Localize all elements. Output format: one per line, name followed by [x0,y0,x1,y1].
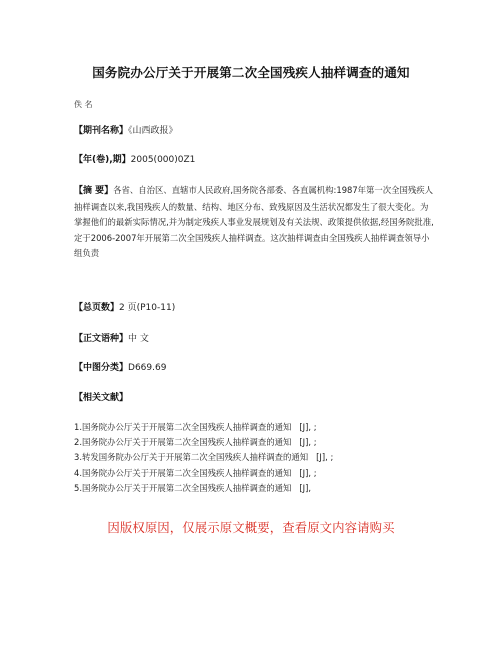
related-item-title[interactable]: 1.国务院办公厅关于开展第二次全国残疾人抽样调查的通知 [74,422,292,432]
language-value: 中 文 [128,334,149,344]
document-title: 国务院办公厅关于开展第二次全国残疾人抽样调查的通知 [92,65,410,80]
year-issue-label: 【年(卷),期】 [74,155,131,165]
related-list [74,420,333,496]
related-item[interactable] [74,481,333,496]
related-item[interactable] [74,466,333,481]
classification-row [74,362,166,374]
pages-label: 【总页数】 [74,303,120,313]
related-item-meta: [J], ; [299,422,317,432]
classification-label: 【中图分类】 [74,363,129,373]
related-item-title[interactable]: 5.国务院办公厅关于开展第二次全国残疾人抽样调查的通知 [74,482,292,493]
related-item-title[interactable]: 4.国务院办公厅关于开展第二次全国残疾人抽样调查的通知 [74,467,292,478]
related-item[interactable] [74,435,333,450]
related-item-meta: [J], ; [299,467,317,478]
year-issue-row [74,154,195,166]
journal-row [74,125,178,137]
related-item-meta: [J], ; [299,437,317,448]
related-item[interactable] [74,450,333,465]
related-item-meta: [J], [299,482,312,493]
classification-value: D669.69 [128,363,167,373]
abstract [74,183,434,262]
related-heading [74,392,128,404]
year-issue-value: 2005(000)0Z1 [130,155,196,165]
abstract-label: 【摘 要】 [74,186,114,196]
journal-value: 《山西政报》 [128,126,178,136]
related-item-title[interactable]: 3.转发国务院办公厅关于开展第二次全国残疾人抽样调查的通知 [74,452,309,463]
pages-value: 2 页(P10-11) [119,303,176,313]
pages-row [74,302,175,314]
related-label: 【相关文献】 [74,393,129,403]
related-item-title[interactable]: 2.国务院办公厅关于开展第二次全国残疾人抽样调查的通知 [74,437,292,448]
related-item[interactable] [74,420,333,435]
language-row [74,333,149,345]
abstract-text: 各省、自治区、直辖市人民政府,国务院各部委、各直属机构:1987年第一次全国残疾人抽样调查以来,我国残疾人的数量、结构、地区分布、致残原因及生活状况都发生了很大变化。为掌握他们的最新实际情况,并为制定残疾人事业发展规划及有关法规、政策提供依据,经国务院批准,定于2006-2007年开展第二次全国残疾人抽样调查。这次抽样调查由全国残疾人抽样调查领导小组负责 [74,185,434,259]
copyright-notice: 因版权原因，仅展示原文概要，查看原文内容请购买 [107,520,395,535]
language-label: 【正文语种】 [74,334,129,344]
related-item-meta: [J], ; [316,452,334,463]
journal-label: 【期刊名称】 [74,126,129,136]
author: 佚 名 [74,100,93,109]
